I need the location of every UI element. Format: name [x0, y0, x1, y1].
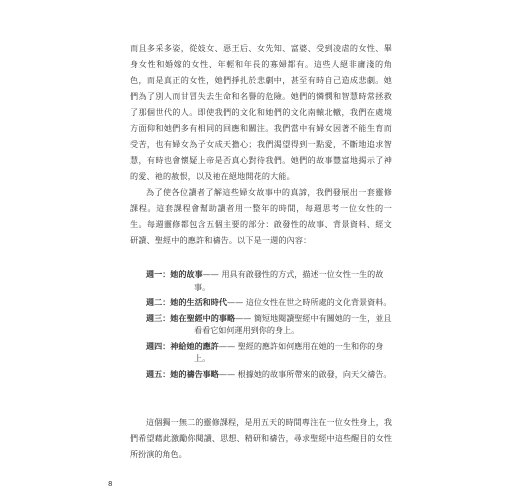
- week-dash: ——: [226, 297, 244, 307]
- week-dash: ——: [218, 368, 236, 379]
- week-label: 週二：: [146, 297, 171, 307]
- week-item-wednesday: [146, 312, 396, 337]
- week-description: 聖經的應許如何應用在她的一生和你的身上。: [194, 340, 384, 363]
- week-label: 週三：: [146, 312, 171, 323]
- week-title: 她的故事: [170, 269, 203, 279]
- week-title: 她在聖經中的事略: [170, 312, 236, 323]
- week-label: 週四：: [146, 340, 171, 351]
- paragraph-intro-continued: 而且多采多姿，從妓女、惡王后、女先知、富婆、受到凌虐的女性、畢身女性和婚嫁的女性、年輕和年長的寡婦都有。這些人絕非庸淺的角色，而是真正的女性，她們掙扎於悲劇中，甚至有時自己造成悲劇。她們為了別人而甘冒失去生命和名譽的危險。她們的憐憫和智慧時常拯救了那個世代的人。即使我們的文化和她們的文化南轅北轍，我們在處境方面仰和她們多有相同的回應和關注。我們當中有婦女因著不能生育而受苦，也有婦女為子女成天擔心；我們渴望得到一點愛，不斷地追求智慧，有時也會懷疑上帝是否真心對待我們。她們的故事豐富地揭示了神的愛、祂的赦恨，以及祂在絕地開花的大能。: [130, 43, 392, 181]
- week-description: 簡短地閱讀聖經中有關她的一生，並且看看它如何運用到你的身上。: [194, 312, 392, 335]
- week-description: 這位女性在世之時所處的文化背景資料。: [245, 297, 392, 307]
- week-item-monday: [146, 268, 396, 293]
- week-title: 神給她的應許: [170, 340, 219, 351]
- week-description: 用具有啟發性的方式，描述一位女性一生的故事。: [194, 269, 384, 292]
- week-item-friday: [146, 368, 396, 381]
- week-description: 根據她的故事所帶來的啟發，向天父禱告。: [237, 368, 392, 379]
- paragraph-closing: 這個獨一無二的靈修課程，是用五天的時間專注在一位女性身上，我們希望藉此激勵你閱讀、思想、精研和禱告，尋求聖經中這些醒目的女性所扮演的角色。: [130, 417, 392, 459]
- week-dash: ——: [218, 340, 236, 351]
- page-number: 8: [108, 480, 113, 488]
- week-label: 週一：: [146, 269, 171, 279]
- week-dash: ——: [235, 312, 252, 323]
- week-title: 她的禱告事略: [170, 368, 219, 379]
- weekly-outline: [146, 268, 396, 383]
- week-dash: ——: [202, 269, 219, 279]
- paragraph-course-description: 為了使各位讀者了解這些婦女故事中的真諦，我們發展出一套靈修課程。這套課程會幫助讀者用一整年的時間，每週思考一位女性的一生。每週靈修都包含五個主要的部分：啟發性的故事、背景資料、經文研讀、聖經中的應許和禱告。以下是一週的內容：: [130, 187, 392, 245]
- week-title: 她的生活和時代: [170, 297, 227, 307]
- week-item-thursday: [146, 340, 396, 365]
- week-label: 週五：: [146, 368, 171, 379]
- week-item-tuesday: [146, 296, 396, 309]
